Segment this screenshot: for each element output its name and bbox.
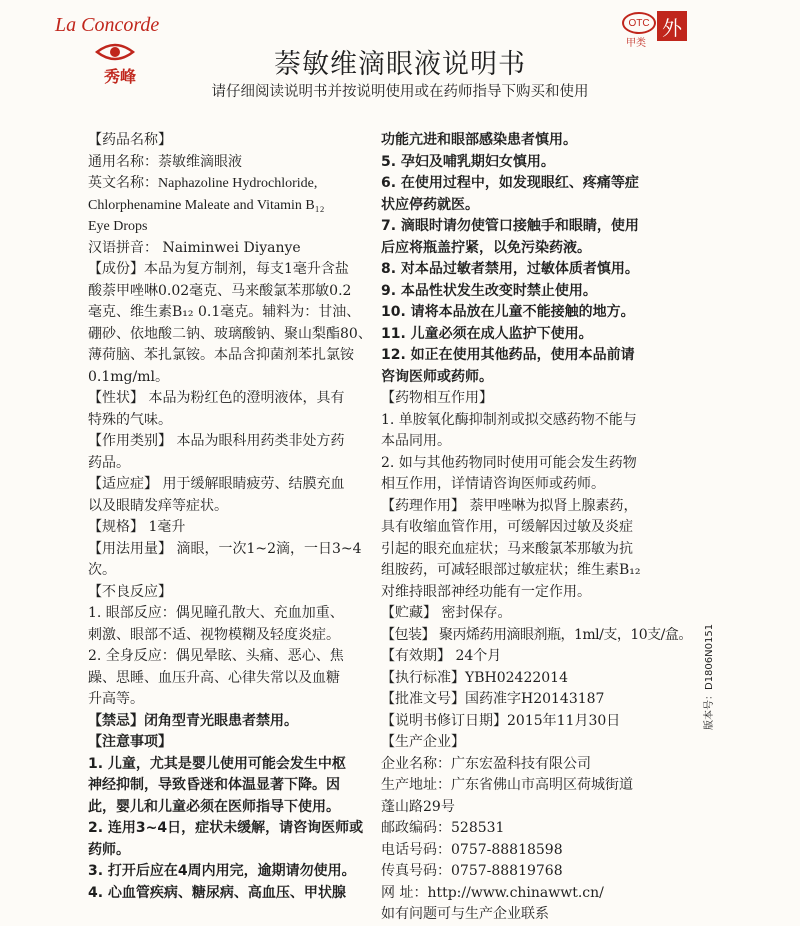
page-subtitle: 请仔细阅读说明书并按说明使用或在药师指导下购买和使用	[211, 84, 589, 100]
version-code: 版本号：D1806N0151	[704, 623, 715, 730]
text-line: 【说明书修订日期】2015年11月30日	[381, 712, 621, 729]
text-line: 毫克、维生素B₁₂ 0.1毫克。辅料为：甘油、	[88, 304, 361, 320]
text-line: 【成份】本品为复方制剂，每支1毫升含盐	[88, 261, 349, 277]
text-line: Chlorphenamine Maleate and Vitamin B₁₂	[88, 197, 325, 213]
text-line: 药品。	[88, 454, 130, 471]
text-line: 【执行标准】YBH02422014	[381, 669, 568, 686]
text-line: 0.1mg/ml。	[88, 368, 169, 385]
text-line: 次。	[88, 562, 116, 578]
text-line: 【药物相互作用】	[381, 390, 493, 406]
text-line: 邮政编码：528531	[381, 820, 505, 836]
text-line: 【批准文号】国药准字H20143187	[381, 691, 605, 707]
right-column	[381, 130, 692, 926]
text-line: 相互作用，详情请咨询医师或药师。	[381, 476, 605, 492]
text-line: 12. 如正在使用其他药品，使用本品前请	[381, 347, 635, 363]
text-line: 硼砂、依地酸二钠、玻璃酸钠、聚山梨酯80、	[88, 325, 372, 342]
text-line: 躁、思睡、血压升高、心律失常以及血糖	[88, 669, 340, 686]
text-line: 对维持眼部神经功能有一定作用。	[381, 583, 591, 600]
text-line: 特殊的气味。	[88, 411, 172, 428]
text-line: 升高等。	[88, 691, 144, 707]
text-line: 11. 儿童必须在成人监护下使用。	[381, 325, 593, 342]
text-line: 薄荷脑、苯扎氯铵。本品含抑菌剂苯扎氯铵	[88, 347, 354, 363]
text-line: 组胺药，可减轻眼部过敏症状；维生素B₁₂	[381, 562, 641, 578]
left-column	[88, 130, 376, 904]
text-line: 【作用类别】 本品为眼科用药类非处方药	[88, 433, 345, 449]
text-line: 【贮藏】 密封保存。	[381, 605, 512, 621]
text-line: 英文名称：Naphazoline Hydrochloride,	[88, 176, 318, 191]
text-line: 6. 在使用过程中，如发现眼红、疼痛等症	[381, 175, 639, 191]
text-line: 具有收缩血管作用，可缓解因过敏及炎症	[381, 519, 633, 535]
page-title: 萘敏维滴眼液说明书	[274, 49, 526, 80]
text-line: 【药理作用】 萘甲唑啉为拟肾上腺素药，	[381, 497, 638, 514]
text-line: 如有问题可与生产企业联系	[381, 906, 549, 922]
text-line: 咨询医师或药师。	[381, 368, 493, 385]
text-line: 药师。	[88, 841, 130, 858]
text-line: 3. 打开后应在4周内用完，逾期请勿使用。	[88, 863, 356, 879]
text-line: 1. 眼部反应：偶见瞳孔散大、充血加重、	[88, 605, 344, 621]
text-line: 汉语拼音： Naiminwei Diyanye	[88, 239, 301, 256]
text-line: 以及眼睛发痒等症状。	[88, 497, 228, 514]
text-line: 酸萘甲唑啉0.02毫克、马来酸氯苯那敏0.2	[88, 282, 352, 299]
brand-logo	[55, 14, 185, 84]
text-line: 2. 连用3~4日，症状未缓解，请咨询医师或	[88, 820, 364, 836]
text-line: 【用法用量】 滴眼，一次1~2滴，一日3~4	[88, 540, 362, 557]
otc-badge: OTC	[622, 12, 656, 34]
text-line: 10. 请将本品放在儿童不能接触的地方。	[381, 304, 635, 320]
text-line: 【有效期】 24个月	[381, 648, 502, 664]
text-line: Eye Drops	[88, 219, 148, 234]
text-line: 神经抑制，导致昏迷和体温显著下降。因	[88, 777, 340, 793]
text-line: 【性状】 本品为粉红色的澄明液体，具有	[88, 390, 345, 406]
text-line: 5. 孕妇及哺乳期妇女慎用。	[381, 153, 555, 170]
text-line: 电话号码：0757-88818598	[381, 841, 563, 858]
text-line: 【注意事项】	[88, 734, 172, 750]
text-line: 后应将瓶盖拧紧，以免污染药液。	[381, 239, 591, 256]
text-line: 传真号码：0757-88819768	[381, 863, 563, 879]
text-line: 刺激、眼部不适、视物模糊及轻度炎症。	[88, 626, 340, 643]
brand-name-en: La Concorde	[55, 14, 160, 36]
text-line: 1. 单胺氧化酶抑制剂或拟交感药物不能与	[381, 411, 637, 428]
text-line: 【不良反应】	[88, 583, 172, 600]
text-line: 4. 心血管疾病、糖尿病、高血压、甲状腺	[88, 884, 346, 901]
text-line: 本品同用。	[381, 433, 451, 449]
text-line: 状应停药就医。	[381, 196, 479, 213]
text-line: 8. 对本品过敏者禁用，过敏体质者慎用。	[381, 261, 639, 277]
external-use-badge: 外	[657, 11, 687, 41]
text-line: 【禁忌】闭角型青光眼患者禁用。	[88, 712, 298, 729]
text-line: 【生产企业】	[381, 734, 465, 750]
text-line: 生产地址：广东省佛山市高明区荷城街道	[381, 777, 633, 793]
text-line: 网 址：http://www.chinawwt.cn/	[381, 884, 604, 901]
text-line: 2. 全身反应：偶见晕眩、头痛、恶心、焦	[88, 648, 344, 664]
otc-class-label: 甲类	[626, 38, 646, 49]
text-line: 9. 本品性状发生改变时禁止使用。	[381, 282, 597, 299]
text-line: 7. 滴眼时请勿使管口接触手和眼睛，使用	[381, 218, 639, 234]
text-line: 【药品名称】	[88, 132, 172, 148]
text-line: 此，婴儿和儿童必须在医师指导下使用。	[88, 798, 340, 815]
text-line: 【适应症】 用于缓解眼睛疲劳、结膜充血	[88, 476, 345, 492]
text-line: 功能亢进和眼部感染患者慎用。	[381, 132, 577, 148]
text-line: 通用名称：萘敏维滴眼液	[88, 153, 242, 170]
text-line: 【规格】 1毫升	[88, 519, 186, 535]
brand-name-cn: 秀峰	[104, 67, 137, 86]
text-line: 1. 儿童，尤其是婴儿使用可能会发生中枢	[88, 755, 346, 772]
text-line: 引起的眼充血症状；马来酸氯苯那敏为抗	[381, 540, 633, 557]
text-line: 蓬山路29号	[381, 798, 455, 815]
text-line: 企业名称：广东宏盈科技有限公司	[381, 755, 591, 772]
text-line: 2. 如与其他药物同时使用可能会发生药物	[381, 454, 637, 471]
eye-logo-icon	[95, 40, 135, 64]
text-line: 【包装】 聚丙烯药用滴眼剂瓶，1ml/支，10支/盒。	[381, 626, 692, 643]
